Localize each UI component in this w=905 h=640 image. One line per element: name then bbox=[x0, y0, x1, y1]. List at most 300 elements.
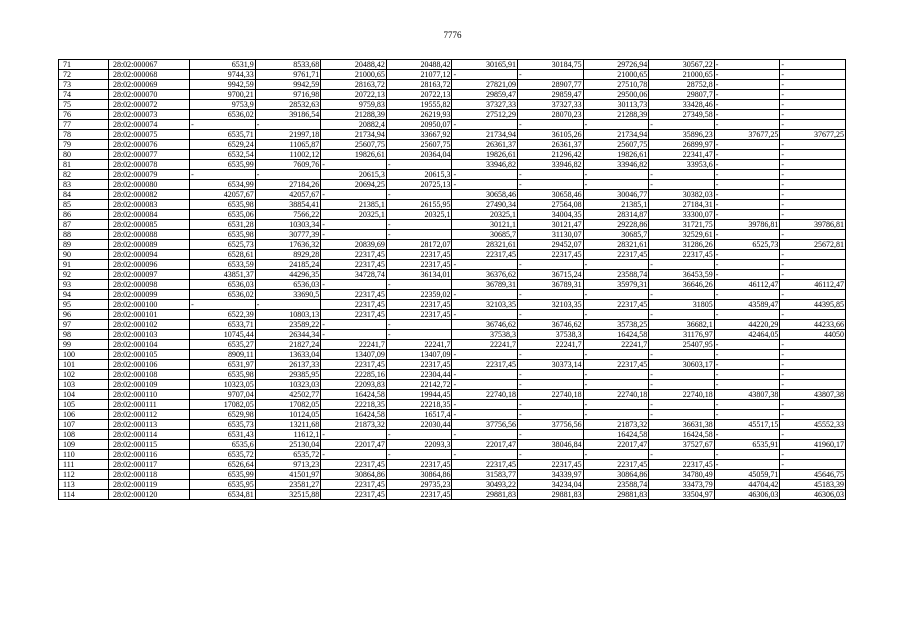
table-row bbox=[59, 220, 846, 230]
cadastral-number-cell: 28:02:000072 bbox=[108, 100, 189, 110]
value-cell: 22317,45 bbox=[518, 250, 584, 260]
value-cell: 42057,67 bbox=[255, 190, 321, 200]
value-cell: - bbox=[583, 170, 649, 180]
value-cell: 43807,38 bbox=[714, 390, 780, 400]
value-cell: 26137,33 bbox=[255, 360, 321, 370]
value-cell: 22317,45 bbox=[649, 460, 715, 470]
value-cell: - bbox=[518, 400, 584, 410]
value-cell: - bbox=[386, 430, 452, 440]
value-cell: 21000,65 bbox=[583, 70, 649, 80]
value-cell: 32103,35 bbox=[452, 300, 518, 310]
value-cell: 28070,23 bbox=[518, 110, 584, 120]
value-cell: 17082,05 bbox=[255, 400, 321, 410]
value-cell: - bbox=[452, 290, 518, 300]
table-row bbox=[59, 450, 846, 460]
value-cell: - bbox=[583, 400, 649, 410]
cadastral-number-cell: 28:02:000111 bbox=[108, 400, 189, 410]
value-cell: 35896,23 bbox=[649, 130, 715, 140]
value-cell: - bbox=[714, 60, 780, 70]
table-row bbox=[59, 440, 846, 450]
value-cell: 30864,86 bbox=[583, 470, 649, 480]
value-cell: 25607,75 bbox=[321, 140, 387, 150]
value-cell: 30493,22 bbox=[452, 480, 518, 490]
value-cell: 30165,91 bbox=[452, 60, 518, 70]
value-cell: 10745,44 bbox=[190, 330, 256, 340]
value-cell: 20722,13 bbox=[386, 90, 452, 100]
value-cell: 20950,07 bbox=[386, 120, 452, 130]
table-row bbox=[59, 370, 846, 380]
value-cell: 9761,71 bbox=[255, 70, 321, 80]
value-cell: 26899,97 bbox=[649, 140, 715, 150]
row-number-cell: 96 bbox=[59, 310, 109, 320]
value-cell: - bbox=[714, 160, 780, 170]
value-cell: 46112,47 bbox=[780, 280, 846, 290]
value-cell: 30121,1 bbox=[452, 220, 518, 230]
value-cell: 6531,9 bbox=[190, 60, 256, 70]
table-row bbox=[59, 70, 846, 80]
table-row bbox=[59, 200, 846, 210]
value-cell: 25407,95 bbox=[649, 340, 715, 350]
row-number-cell: 104 bbox=[59, 390, 109, 400]
table-row bbox=[59, 110, 846, 120]
value-cell: - bbox=[452, 430, 518, 440]
row-number-cell: 107 bbox=[59, 420, 109, 430]
cadastral-number-cell: 28:02:000088 bbox=[108, 230, 189, 240]
value-cell: 6535,91 bbox=[714, 440, 780, 450]
value-cell: - bbox=[714, 200, 780, 210]
value-cell: 34780,49 bbox=[649, 470, 715, 480]
value-cell: 6533,59 bbox=[190, 260, 256, 270]
value-cell: - bbox=[386, 220, 452, 230]
value-cell: - bbox=[649, 410, 715, 420]
cadastral-number-cell: 28:02:000101 bbox=[108, 310, 189, 320]
value-cell: 31583,77 bbox=[452, 470, 518, 480]
value-cell: - bbox=[714, 410, 780, 420]
value-cell: 6535,98 bbox=[190, 370, 256, 380]
row-number-cell: 94 bbox=[59, 290, 109, 300]
value-cell: 36376,62 bbox=[452, 270, 518, 280]
value-cell: 36746,62 bbox=[452, 320, 518, 330]
value-cell: 6535,95 bbox=[190, 480, 256, 490]
value-cell: 33504,97 bbox=[649, 490, 715, 500]
value-cell: 36134,01 bbox=[386, 270, 452, 280]
value-cell: 22317,45 bbox=[321, 460, 387, 470]
value-cell: 20722,13 bbox=[321, 90, 387, 100]
value-cell: 20364,04 bbox=[386, 150, 452, 160]
value-cell: 6525,73 bbox=[190, 240, 256, 250]
value-cell: - bbox=[780, 310, 846, 320]
cadastral-number-cell: 28:02:000097 bbox=[108, 270, 189, 280]
value-cell: 21385,1 bbox=[583, 200, 649, 210]
table-row bbox=[59, 280, 846, 290]
row-number-cell: 85 bbox=[59, 200, 109, 210]
value-cell: - bbox=[386, 230, 452, 240]
value-cell: - bbox=[649, 450, 715, 460]
value-cell: 6531,28 bbox=[190, 220, 256, 230]
cadastral-number-cell: 28:02:000109 bbox=[108, 380, 189, 390]
value-cell: 11002,12 bbox=[255, 150, 321, 160]
value-cell: - bbox=[190, 170, 256, 180]
value-cell: - bbox=[780, 450, 846, 460]
value-cell: - bbox=[780, 150, 846, 160]
value-cell: 22142,72 bbox=[386, 380, 452, 390]
table-row bbox=[59, 330, 846, 340]
value-cell: - bbox=[649, 260, 715, 270]
value-cell: - bbox=[649, 400, 715, 410]
value-cell: - bbox=[714, 430, 780, 440]
value-cell: - bbox=[714, 290, 780, 300]
value-cell: 23588,74 bbox=[583, 270, 649, 280]
value-cell: - bbox=[780, 260, 846, 270]
row-number-cell: 78 bbox=[59, 130, 109, 140]
value-cell: 11065,87 bbox=[255, 140, 321, 150]
value-cell: 25672,81 bbox=[780, 240, 846, 250]
value-cell: 37756,56 bbox=[518, 420, 584, 430]
cadastral-number-cell: 28:02:000068 bbox=[108, 70, 189, 80]
value-cell: 30685,7 bbox=[452, 230, 518, 240]
value-cell: 6536,02 bbox=[190, 110, 256, 120]
cadastral-number-cell: 28:02:000102 bbox=[108, 320, 189, 330]
table-row bbox=[59, 60, 846, 70]
value-cell: - bbox=[321, 450, 387, 460]
value-cell: - bbox=[518, 180, 584, 190]
value-cell: 28172,07 bbox=[386, 240, 452, 250]
table-row bbox=[59, 150, 846, 160]
value-cell: - bbox=[714, 150, 780, 160]
value-cell: - bbox=[714, 180, 780, 190]
table-row bbox=[59, 180, 846, 190]
table-row bbox=[59, 210, 846, 220]
value-cell: 26361,37 bbox=[518, 140, 584, 150]
value-cell: 28163,72 bbox=[386, 80, 452, 90]
value-cell: - bbox=[649, 370, 715, 380]
value-cell: 28163,72 bbox=[321, 80, 387, 90]
table-row bbox=[59, 140, 846, 150]
value-cell: - bbox=[780, 460, 846, 470]
value-cell: 21385,1 bbox=[321, 200, 387, 210]
value-cell: 6535,99 bbox=[190, 470, 256, 480]
value-cell: 6531,43 bbox=[190, 430, 256, 440]
value-cell: - bbox=[386, 190, 452, 200]
value-cell: 11612,1 bbox=[255, 430, 321, 440]
value-cell: 42057,67 bbox=[190, 190, 256, 200]
value-cell: - bbox=[321, 190, 387, 200]
table-row bbox=[59, 310, 846, 320]
value-cell: 27821,09 bbox=[452, 80, 518, 90]
row-number-cell: 110 bbox=[59, 450, 109, 460]
value-cell: 37538,3 bbox=[518, 330, 584, 340]
row-number-cell: 82 bbox=[59, 170, 109, 180]
value-cell: 32529,61 bbox=[649, 230, 715, 240]
value-cell: - bbox=[780, 120, 846, 130]
value-cell: 19826,61 bbox=[452, 150, 518, 160]
value-cell: 46112,47 bbox=[714, 280, 780, 290]
value-cell: 8909,11 bbox=[190, 350, 256, 360]
value-cell: - bbox=[518, 430, 584, 440]
value-cell: 22218,35 bbox=[386, 400, 452, 410]
value-cell: 26219,93 bbox=[386, 110, 452, 120]
value-cell: 22218,35 bbox=[321, 400, 387, 410]
value-cell: 20325,1 bbox=[386, 210, 452, 220]
value-cell: - bbox=[649, 310, 715, 320]
value-cell: - bbox=[714, 360, 780, 370]
value-cell: 22317,45 bbox=[649, 250, 715, 260]
value-cell: 19944,45 bbox=[386, 390, 452, 400]
value-cell: 19555,82 bbox=[386, 100, 452, 110]
value-cell: - bbox=[518, 410, 584, 420]
value-cell: 22093,83 bbox=[321, 380, 387, 390]
value-cell: 16424,58 bbox=[321, 390, 387, 400]
value-cell: 22317,45 bbox=[386, 260, 452, 270]
value-cell: 38854,41 bbox=[255, 200, 321, 210]
value-cell: 28321,61 bbox=[583, 240, 649, 250]
value-cell: - bbox=[714, 260, 780, 270]
row-number-cell: 83 bbox=[59, 180, 109, 190]
value-cell: 39186,54 bbox=[255, 110, 321, 120]
row-number-cell: 112 bbox=[59, 470, 109, 480]
value-cell: 37327,33 bbox=[452, 100, 518, 110]
cadastral-number-cell: 28:02:000096 bbox=[108, 260, 189, 270]
value-cell: 29881,83 bbox=[452, 490, 518, 500]
cadastral-number-cell: 28:02:000100 bbox=[108, 300, 189, 310]
value-cell: - bbox=[386, 320, 452, 330]
value-cell: - bbox=[583, 370, 649, 380]
value-cell: - bbox=[714, 140, 780, 150]
table-row bbox=[59, 260, 846, 270]
value-cell: 36453,59 bbox=[649, 270, 715, 280]
value-cell: 30864,86 bbox=[386, 470, 452, 480]
value-cell: - bbox=[780, 60, 846, 70]
row-number-cell: 97 bbox=[59, 320, 109, 330]
value-cell: 37677,25 bbox=[714, 130, 780, 140]
value-cell: 22317,45 bbox=[386, 310, 452, 320]
cadastral-number-cell: 28:02:000099 bbox=[108, 290, 189, 300]
value-cell: 13407,09 bbox=[321, 350, 387, 360]
value-cell: - bbox=[780, 230, 846, 240]
value-cell: - bbox=[386, 280, 452, 290]
value-cell: - bbox=[452, 170, 518, 180]
cadastral-number-cell: 28:02:000074 bbox=[108, 120, 189, 130]
value-cell: - bbox=[714, 230, 780, 240]
row-number-cell: 79 bbox=[59, 140, 109, 150]
value-cell: 43851,37 bbox=[190, 270, 256, 280]
value-cell: 23588,74 bbox=[583, 480, 649, 490]
value-cell: 6536,02 bbox=[190, 290, 256, 300]
value-cell: - bbox=[780, 410, 846, 420]
value-cell: 30777,39 bbox=[255, 230, 321, 240]
value-cell: 22317,45 bbox=[321, 250, 387, 260]
value-cell: 6535,72 bbox=[190, 450, 256, 460]
value-cell: 31130,07 bbox=[518, 230, 584, 240]
value-cell: - bbox=[780, 180, 846, 190]
value-cell: - bbox=[714, 380, 780, 390]
value-cell: 37538,3 bbox=[452, 330, 518, 340]
value-cell: - bbox=[780, 190, 846, 200]
value-cell: 22317,45 bbox=[583, 250, 649, 260]
value-cell: 44050 bbox=[780, 330, 846, 340]
value-cell: - bbox=[255, 170, 321, 180]
value-cell: 22740,18 bbox=[452, 390, 518, 400]
value-cell: 45059,71 bbox=[714, 470, 780, 480]
value-cell: 22317,45 bbox=[386, 250, 452, 260]
value-cell: - bbox=[583, 260, 649, 270]
value-cell: 22317,45 bbox=[386, 300, 452, 310]
value-cell: 6535,72 bbox=[255, 450, 321, 460]
value-cell: 25607,75 bbox=[583, 140, 649, 150]
value-cell: 27512,29 bbox=[452, 110, 518, 120]
value-cell: 8533,68 bbox=[255, 60, 321, 70]
value-cell: - bbox=[386, 330, 452, 340]
value-cell: 31805 bbox=[649, 300, 715, 310]
value-cell: - bbox=[714, 310, 780, 320]
value-cell: 44395,85 bbox=[780, 300, 846, 310]
value-cell: 16424,58 bbox=[321, 410, 387, 420]
value-cell: - bbox=[452, 260, 518, 270]
value-cell: - bbox=[780, 170, 846, 180]
value-cell: 30113,73 bbox=[583, 100, 649, 110]
value-cell: - bbox=[649, 170, 715, 180]
value-cell: 21873,32 bbox=[583, 420, 649, 430]
value-cell: 19826,61 bbox=[321, 150, 387, 160]
cadastral-number-cell: 28:02:000089 bbox=[108, 240, 189, 250]
value-cell: 22317,45 bbox=[452, 250, 518, 260]
value-cell: 29735,23 bbox=[386, 480, 452, 490]
table-row bbox=[59, 480, 846, 490]
value-cell: 20488,42 bbox=[386, 60, 452, 70]
value-cell: - bbox=[780, 350, 846, 360]
value-cell: 21077,12 bbox=[386, 70, 452, 80]
cadastral-number-cell: 28:02:000078 bbox=[108, 160, 189, 170]
value-cell: 16517,4 bbox=[386, 410, 452, 420]
value-cell: 46306,03 bbox=[714, 490, 780, 500]
value-cell: 21000,65 bbox=[649, 70, 715, 80]
value-cell: 22740,18 bbox=[518, 390, 584, 400]
value-cell: 9759,83 bbox=[321, 100, 387, 110]
value-cell: 36646,26 bbox=[649, 280, 715, 290]
value-cell: - bbox=[780, 290, 846, 300]
row-number-cell: 105 bbox=[59, 400, 109, 410]
value-cell: 36105,26 bbox=[518, 130, 584, 140]
value-cell: - bbox=[518, 380, 584, 390]
value-cell: 22317,45 bbox=[321, 480, 387, 490]
value-cell: 20839,69 bbox=[321, 240, 387, 250]
value-cell: 27184,31 bbox=[649, 200, 715, 210]
table-row bbox=[59, 420, 846, 430]
value-cell: 22241,7 bbox=[583, 340, 649, 350]
value-cell: - bbox=[780, 430, 846, 440]
value-cell: 36631,38 bbox=[649, 420, 715, 430]
value-cell: 6535,99 bbox=[190, 160, 256, 170]
value-cell: 6532,54 bbox=[190, 150, 256, 160]
value-cell: 44220,29 bbox=[714, 320, 780, 330]
value-cell: - bbox=[255, 300, 321, 310]
table-row bbox=[59, 460, 846, 470]
value-cell: - bbox=[452, 370, 518, 380]
value-cell: - bbox=[583, 450, 649, 460]
value-cell: 30685,7 bbox=[583, 230, 649, 240]
value-cell: 20694,25 bbox=[321, 180, 387, 190]
cadastral-number-cell: 28:02:000098 bbox=[108, 280, 189, 290]
value-cell: 21873,32 bbox=[321, 420, 387, 430]
value-cell: 6534,99 bbox=[190, 180, 256, 190]
table-row bbox=[59, 170, 846, 180]
value-cell: 43807,38 bbox=[780, 390, 846, 400]
value-cell: - bbox=[518, 260, 584, 270]
value-cell: 20725,13 bbox=[386, 180, 452, 190]
value-cell: 31721,75 bbox=[649, 220, 715, 230]
cadastral-number-cell: 28:02:000106 bbox=[108, 360, 189, 370]
value-cell: 24185,24 bbox=[255, 260, 321, 270]
value-cell: 13211,68 bbox=[255, 420, 321, 430]
value-cell: 22317,45 bbox=[321, 490, 387, 500]
table-row bbox=[59, 380, 846, 390]
value-cell: 30567,22 bbox=[649, 60, 715, 70]
value-cell: 34728,74 bbox=[321, 270, 387, 280]
table-row bbox=[59, 160, 846, 170]
table-row bbox=[59, 300, 846, 310]
value-cell: - bbox=[583, 350, 649, 360]
cadastral-number-cell: 28:02:000119 bbox=[108, 480, 189, 490]
value-cell: 8929,28 bbox=[255, 250, 321, 260]
value-cell: - bbox=[321, 230, 387, 240]
row-number-cell: 77 bbox=[59, 120, 109, 130]
value-cell: 28907,77 bbox=[518, 80, 584, 90]
value-cell: - bbox=[452, 400, 518, 410]
value-cell: 39786,81 bbox=[780, 220, 846, 230]
value-cell: - bbox=[321, 280, 387, 290]
value-cell: 6535,71 bbox=[190, 130, 256, 140]
value-cell: 10303,34 bbox=[255, 220, 321, 230]
value-cell: 37527,67 bbox=[649, 440, 715, 450]
value-cell: - bbox=[714, 250, 780, 260]
value-cell: 9744,33 bbox=[190, 70, 256, 80]
value-cell: 21827,24 bbox=[255, 340, 321, 350]
value-cell: - bbox=[780, 100, 846, 110]
value-cell: 22359,02 bbox=[386, 290, 452, 300]
cadastral-number-cell: 28:02:000077 bbox=[108, 150, 189, 160]
table-body bbox=[59, 60, 846, 500]
value-cell: 6535,6 bbox=[190, 440, 256, 450]
value-cell: 29726,94 bbox=[583, 60, 649, 70]
value-cell: - bbox=[321, 320, 387, 330]
value-cell: 22341,47 bbox=[649, 150, 715, 160]
value-cell: 6526,64 bbox=[190, 460, 256, 470]
value-cell: 21296,42 bbox=[518, 150, 584, 160]
value-cell: 35979,31 bbox=[583, 280, 649, 290]
cadastral-number-cell: 28:02:000117 bbox=[108, 460, 189, 470]
value-cell: 10323,03 bbox=[255, 380, 321, 390]
row-number-cell: 113 bbox=[59, 480, 109, 490]
value-cell: 22317,45 bbox=[452, 460, 518, 470]
value-cell: 29859,47 bbox=[518, 90, 584, 100]
value-cell: 36789,31 bbox=[518, 280, 584, 290]
value-cell: 19826,61 bbox=[583, 150, 649, 160]
value-cell: - bbox=[255, 120, 321, 130]
value-cell: 21734,94 bbox=[321, 130, 387, 140]
value-cell: - bbox=[518, 310, 584, 320]
value-cell: 6536,03 bbox=[190, 280, 256, 290]
value-cell: 23581,27 bbox=[255, 480, 321, 490]
value-cell: - bbox=[714, 110, 780, 120]
value-cell: 32515,88 bbox=[255, 490, 321, 500]
value-cell: 20615,3 bbox=[386, 170, 452, 180]
value-cell: 36789,31 bbox=[452, 280, 518, 290]
value-cell: 26361,37 bbox=[452, 140, 518, 150]
value-cell: 22241,7 bbox=[518, 340, 584, 350]
value-cell: 30864,86 bbox=[321, 470, 387, 480]
value-cell: 37677,25 bbox=[780, 130, 846, 140]
value-cell: - bbox=[714, 270, 780, 280]
